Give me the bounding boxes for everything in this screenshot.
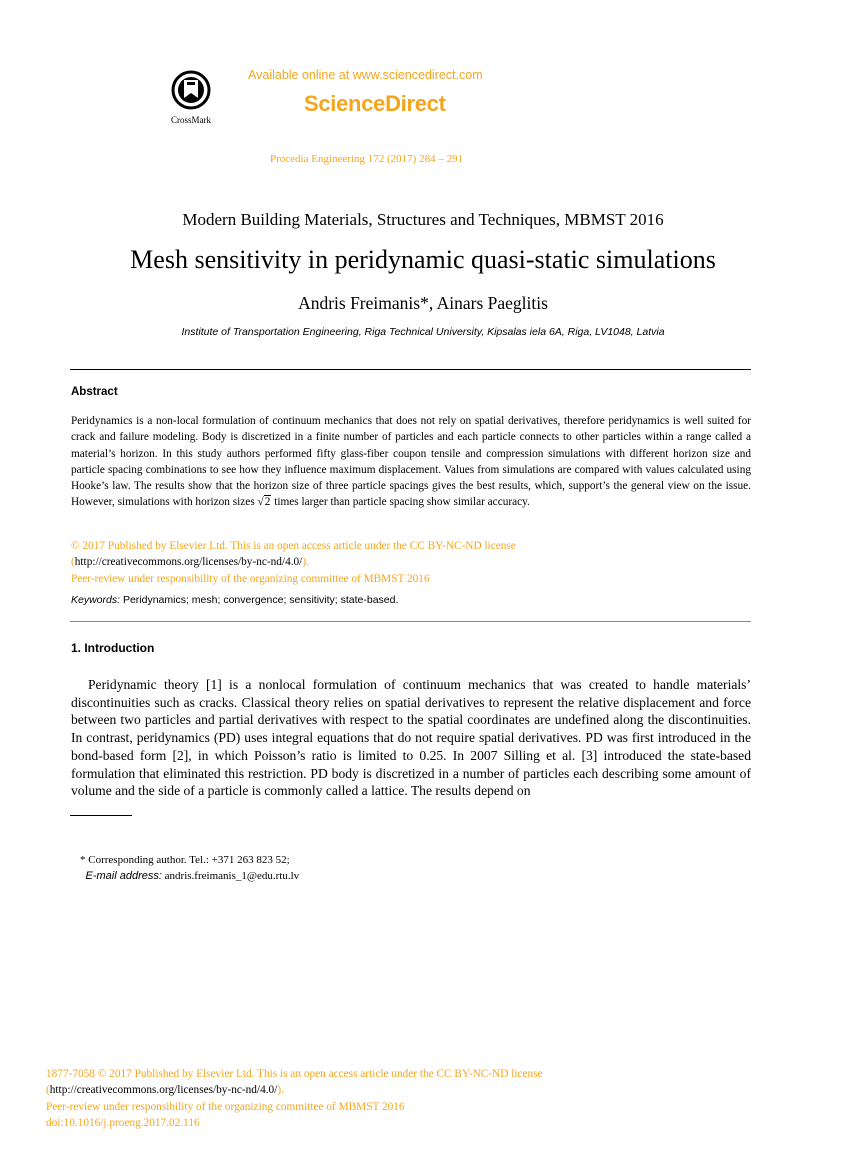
- journal-reference: Procedia Engineering 172 (2017) 284 – 291: [270, 153, 464, 165]
- license-url-close: ).: [302, 556, 309, 569]
- license-line: © 2017 Published by Elsevier Ltd. This is an open access article under the CC BY-NC-ND license: [71, 540, 516, 552]
- conference-name: Modern Building Materials, Structures and Techniques, MBMST 2016: [182, 210, 664, 229]
- divider-middle: [70, 621, 751, 622]
- abstract-text-part2: times larger than particle spacing show similar accuracy.: [271, 496, 530, 509]
- introduction-paragraph: Peridynamic theory [1] is a nonlocal formulation of continuum mechanics that was created to handle materials’ discontinuities such as cracks. Classical theory relies on spatial derivatives to represent the relative displacement and force between two particles and partial derivatives with respect to the spatial coordinates are undefined along the discontinuities. In contrast, peridynamics (PD) uses integral equations that do not require spatial derivatives. PD was first introduced in the bond-based form [2], in which Poisson’s ratio is limited to 0.25. In 2007 Silling et al. [3] introduced the state-based formulation that eliminated this restriction. PD body is discretized in a number of particles each describing some amount of volume and the side of a particle is commonly called a lattice. The results depend on: [71, 677, 751, 799]
- author-affiliation: Institute of Transportation Engineering, Riga Technical University, Kipsalas iela 6A, Riga, LV1048, Latvia: [181, 326, 665, 338]
- keywords: [71, 594, 751, 606]
- footer-url-line: [46, 1082, 543, 1098]
- paper-title: Mesh sensitivity in peridynamic quasi-static simulations: [130, 245, 716, 274]
- license-block: [71, 538, 751, 587]
- divider-top: [70, 369, 751, 370]
- footer-license-link[interactable]: http://creativecommons.org/licenses/by-nc-nd/4.0/: [49, 1084, 278, 1097]
- issn-line: 1877-7058 © 2017 Published by Elsevier Ltd. This is an open access article under the CC BY-NC-ND license: [46, 1068, 543, 1080]
- sqrt-sign: √: [257, 496, 264, 509]
- footnote: [80, 852, 299, 884]
- sciencedirect-wordmark: ScienceDirect: [304, 91, 446, 116]
- section-heading-introduction: 1. Introduction: [71, 641, 155, 655]
- sqrt-expression: [258, 494, 272, 510]
- sqrt-argument: 2: [264, 496, 271, 509]
- crossmark-label: CrossMark: [171, 115, 211, 125]
- footnote-divider: [70, 815, 132, 816]
- available-online-link[interactable]: Available online at www.sciencedirect.com: [248, 68, 483, 82]
- keywords-label: Keywords:: [71, 594, 121, 606]
- license-url-link[interactable]: http://creativecommons.org/licenses/by-nc-nd/4.0/: [74, 556, 303, 569]
- author-list: Andris Freimanis*, Ainars Paeglitis: [298, 293, 548, 313]
- doi-link[interactable]: doi:10.1016/j.proeng.2017.02.116: [46, 1116, 200, 1129]
- email-address[interactable]: andris.freimanis_1@edu.rtu.lv: [161, 870, 300, 882]
- email-line: [80, 868, 299, 884]
- footer-url-open: (: [46, 1084, 50, 1097]
- keywords-list: Peridynamics; mesh; convergence; sensitivity; state-based.: [120, 594, 399, 606]
- footer-peer-review: Peer-review under responsibility of the organizing committee of MBMST 2016: [46, 1100, 405, 1113]
- peer-review-line: Peer-review under responsibility of the organizing committee of MBMST 2016: [71, 572, 430, 585]
- footer-url-close: ).: [277, 1084, 284, 1097]
- abstract-heading: Abstract: [71, 386, 118, 398]
- corresponding-author: * Corresponding author. Tel.: +371 263 823 52;: [80, 854, 290, 866]
- license-url-line: [71, 554, 751, 570]
- introduction-body: [71, 676, 751, 800]
- crossmark-logo[interactable]: [163, 70, 219, 125]
- license-url-open: (: [71, 556, 75, 569]
- email-label: E-mail address:: [85, 870, 162, 882]
- crossmark-icon: [171, 70, 211, 112]
- abstract-text-part1: Peridynamics is a non-local formulation of continuum mechanics that does not rely on spatial derivatives, therefore peridynamics is well suited for crack and failure modeling. Body is discretized in a finite number of particles and each particle connects to other particles within a range called a material’s horizon. In this study authors performed fifty glass-fiber coupon tensile and compression simulations with different horizon size and particle spacing combinations to see how they influence maximum displacement. Values from simulations are compared with values calculated using Hooke’s law. The results show that the horizon size of three particle spacings gives the best results, which, support’s the general view on the issue. However, simulations with horizon sizes: [71, 415, 751, 509]
- footer-block: [46, 1066, 543, 1131]
- abstract-body: [71, 413, 751, 511]
